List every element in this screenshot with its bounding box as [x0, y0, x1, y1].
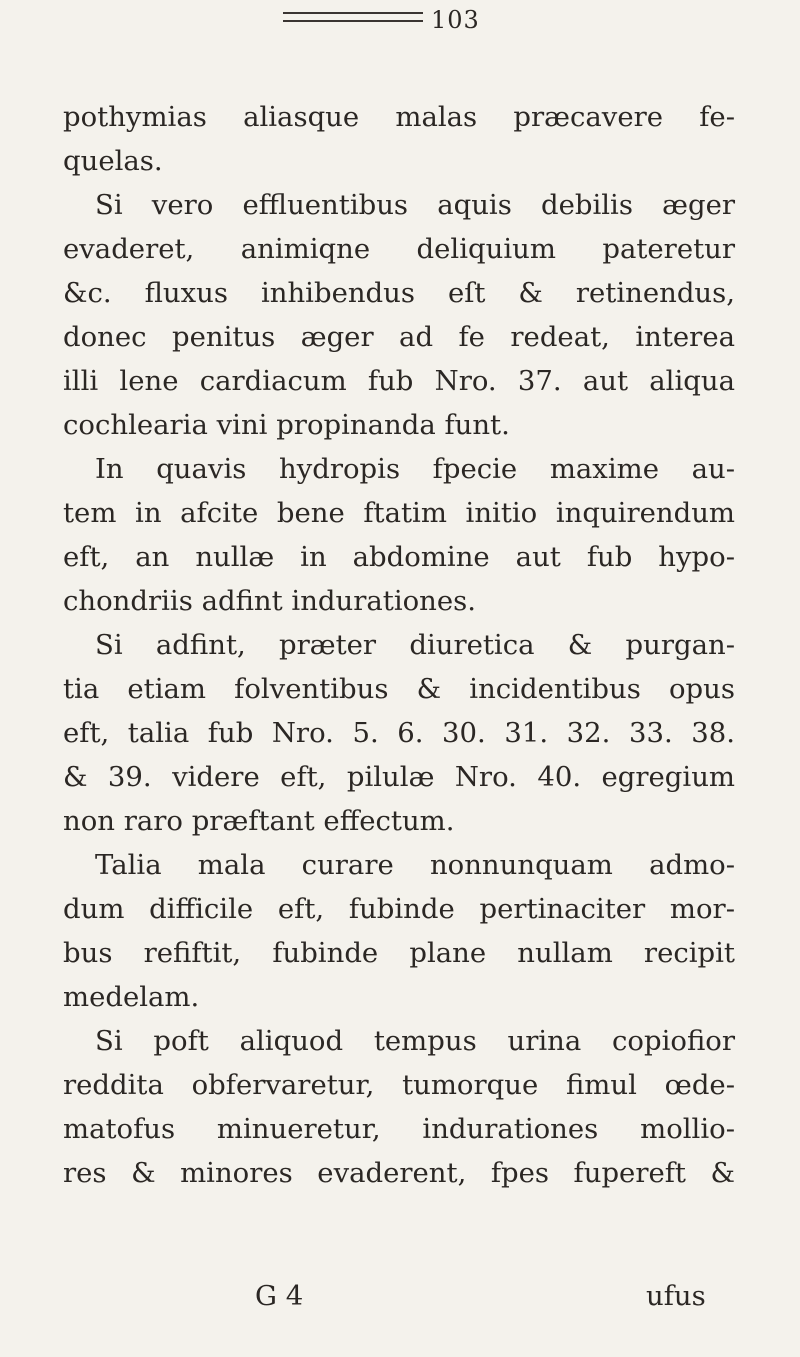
- text-line: &c. fluxus inhibendus eſt & retinendus,: [63, 277, 735, 309]
- text-line: dum difficile eft, fubinde pertinaciter mor-: [63, 893, 735, 925]
- text-line: donec penitus æger ad fe redeat, interea: [63, 321, 735, 353]
- text-line: evaderet, animiqne deliquium pateretur: [63, 233, 735, 265]
- text-line: quelas.: [63, 145, 163, 177]
- text-line: In quavis hydropis fpecie maxime au-: [95, 453, 735, 485]
- catchword: ufus: [646, 1280, 706, 1312]
- header-rule-bottom: [283, 20, 423, 22]
- text-line: tia etiam folventibus & incidentibus opus: [63, 673, 735, 705]
- text-line: Si poft aliquod tempus urina copiofior: [95, 1025, 735, 1057]
- text-line: bus refiftit, fubinde plane nullam recipit: [63, 937, 735, 969]
- text-line: matofus minueretur, indurationes mollio-: [63, 1113, 735, 1145]
- text-line: chondriis adfint indurationes.: [63, 585, 477, 617]
- text-line: res & minores evaderent, fpes fupereft &: [63, 1157, 735, 1189]
- text-line: illi lene cardiacum fub Nro. 37. aut aliqua: [63, 365, 735, 397]
- text-line: Talia mala curare nonnunquam admo-: [95, 849, 735, 881]
- text-line: tem in afcite bene ftatim initio inquirendum: [63, 497, 735, 529]
- header-rule-top: [283, 12, 423, 14]
- text-line: cochlearia vini propinanda funt.: [63, 409, 510, 441]
- text-line: & 39. videre eft, pilulæ Nro. 40. egregium: [63, 761, 735, 793]
- text-line: medelam.: [63, 981, 200, 1013]
- text-line: reddita obfervaretur, tumorque fimul œde-: [63, 1069, 735, 1101]
- text-line: eft, an nullæ in abdomine aut fub hypo-: [63, 541, 735, 573]
- text-line: non raro præftant effectum.: [63, 805, 455, 837]
- text-line: eft, talia fub Nro. 5. 6. 30. 31. 32. 33. 38.: [63, 717, 735, 749]
- text-line: Si adfint, præter diuretica & purgan-: [95, 629, 735, 661]
- page-number: 103: [431, 6, 480, 34]
- signature-mark: G 4: [255, 1280, 304, 1312]
- text-line: pothymias aliasque malas præcavere fe-: [63, 101, 735, 133]
- text-line: Si vero effluentibus aquis debilis æger: [95, 189, 735, 221]
